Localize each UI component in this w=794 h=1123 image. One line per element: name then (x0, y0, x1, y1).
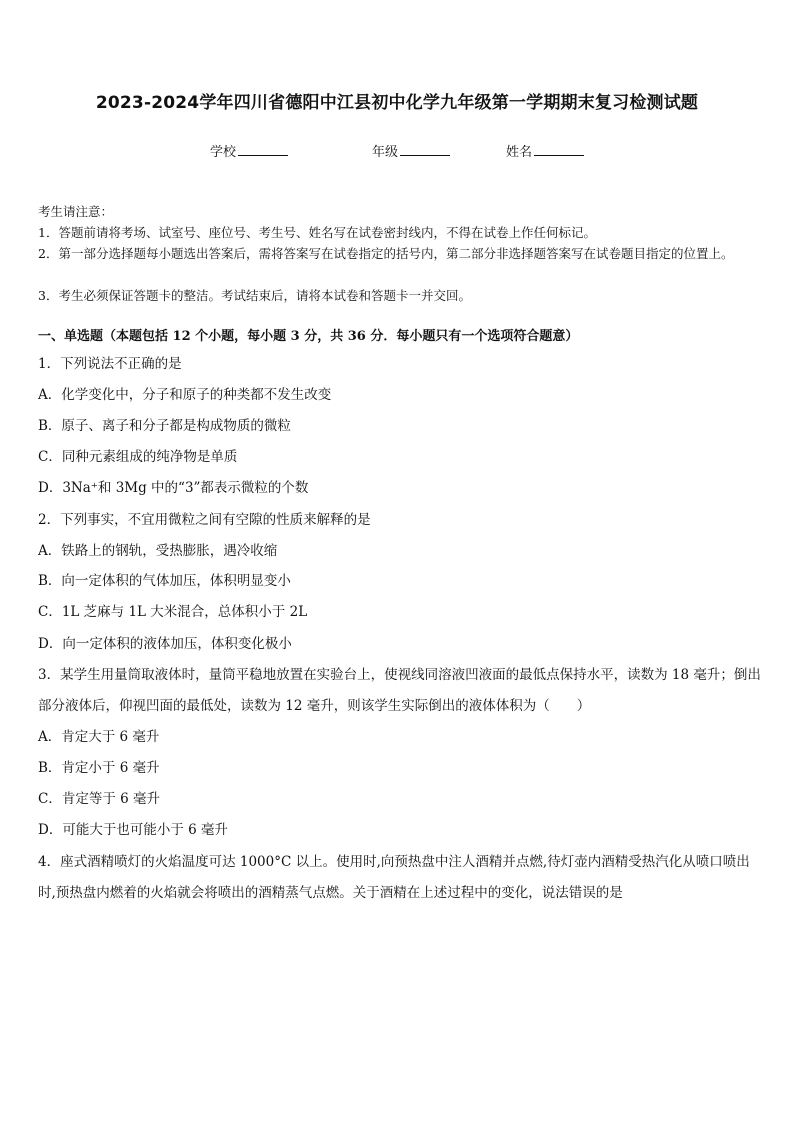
section-heading: 一、单选题（本题包括 12 个小题，每小题 3 分，共 36 分．每小题只有一个选项符合题意） (38, 329, 579, 344)
question-2-stem: 2．下列事实，不宜用微粒之间有空隙的性质来解释的是 (38, 512, 371, 528)
notice-item-3: 3．考生必须保证答题卡的整洁。考试结束后，请将本试卷和答题卡一并交回。 (38, 288, 471, 303)
name-label: 姓名 (506, 145, 533, 160)
question-1-option-b: B．原子、离子和分子都是构成物质的微粒 (38, 418, 291, 434)
question-2-option-b: B．向一定体积的气体加压，体积明显变小 (38, 573, 291, 589)
question-2-option-d: D．向一定体积的液体加压，体积变化极小 (38, 636, 292, 652)
school-field (210, 141, 288, 160)
notice-item-2: 2．第一部分选择题每小题选出答案后，需将答案写在试卷指定的括号内，第二部分非选择题答案写在试卷题目指定的位置上。 (38, 246, 734, 261)
question-1-option-c: C．同种元素组成的纯净物是单质 (38, 449, 238, 465)
school-blank (238, 143, 288, 156)
question-3-option-b: B．肯定小于 6 毫升 (38, 760, 160, 776)
grade-label: 年级 (372, 145, 399, 160)
notice-item-1: 1．答题前请将考场、试室号、座位号、考生号、姓名写在试卷密封线内，不得在试卷上作任何标记。 (38, 225, 596, 240)
question-1-option-d: D．3Na⁺和 3Mg 中的“3”都表示微粒的个数 (38, 480, 309, 496)
question-1-option-a: A．化学变化中，分子和原子的种类都不发生改变 (38, 387, 332, 403)
question-3-option-a: A．肯定大于 6 毫升 (38, 729, 160, 745)
question-2-option-a: A．铁路上的钢轨，受热膨胀，遇冷收缩 (38, 543, 278, 559)
name-blank (534, 143, 584, 156)
question-3-stem: 3．某学生用量筒取液体时，量筒平稳地放置在实验台上，使视线同溶液凹液面的最低点保持水平，读数为 18 毫升；倒出部分液体后，仰视凹面的最低处，读数为 12 毫升，则该学生实际倒出的液体体积为（ ） (38, 667, 761, 714)
question-3-option-c: C．肯定等于 6 毫升 (38, 791, 161, 807)
school-label: 学校 (210, 145, 237, 160)
grade-field (372, 141, 450, 160)
question-3-option-d: D．可能大于也可能小于 6 毫升 (38, 822, 228, 838)
question-1-stem: 1．下列说法不正确的是 (38, 356, 182, 372)
notice-heading: 考生请注意： (38, 204, 114, 219)
name-field (506, 141, 584, 160)
question-2-option-c: C．1L 芝麻与 1L 大米混合，总体积小于 2L (38, 604, 308, 620)
page-title: 2023-2024学年四川省德阳中江县初中化学九年级第一学期期末复习检测试题 (95, 93, 699, 113)
question-4-stem: 4．座式酒精喷灯的火焰温度可达 1000°C 以上。使用时,向预热盘中注人酒精并点燃,待灯壶内酒精受热汽化从喷口喷出时,预热盘内燃着的火焰就会将喷出的酒精蒸气点燃。关于酒精在上述过程中的变化，说法错误的是 (38, 854, 750, 901)
grade-blank (400, 143, 450, 156)
